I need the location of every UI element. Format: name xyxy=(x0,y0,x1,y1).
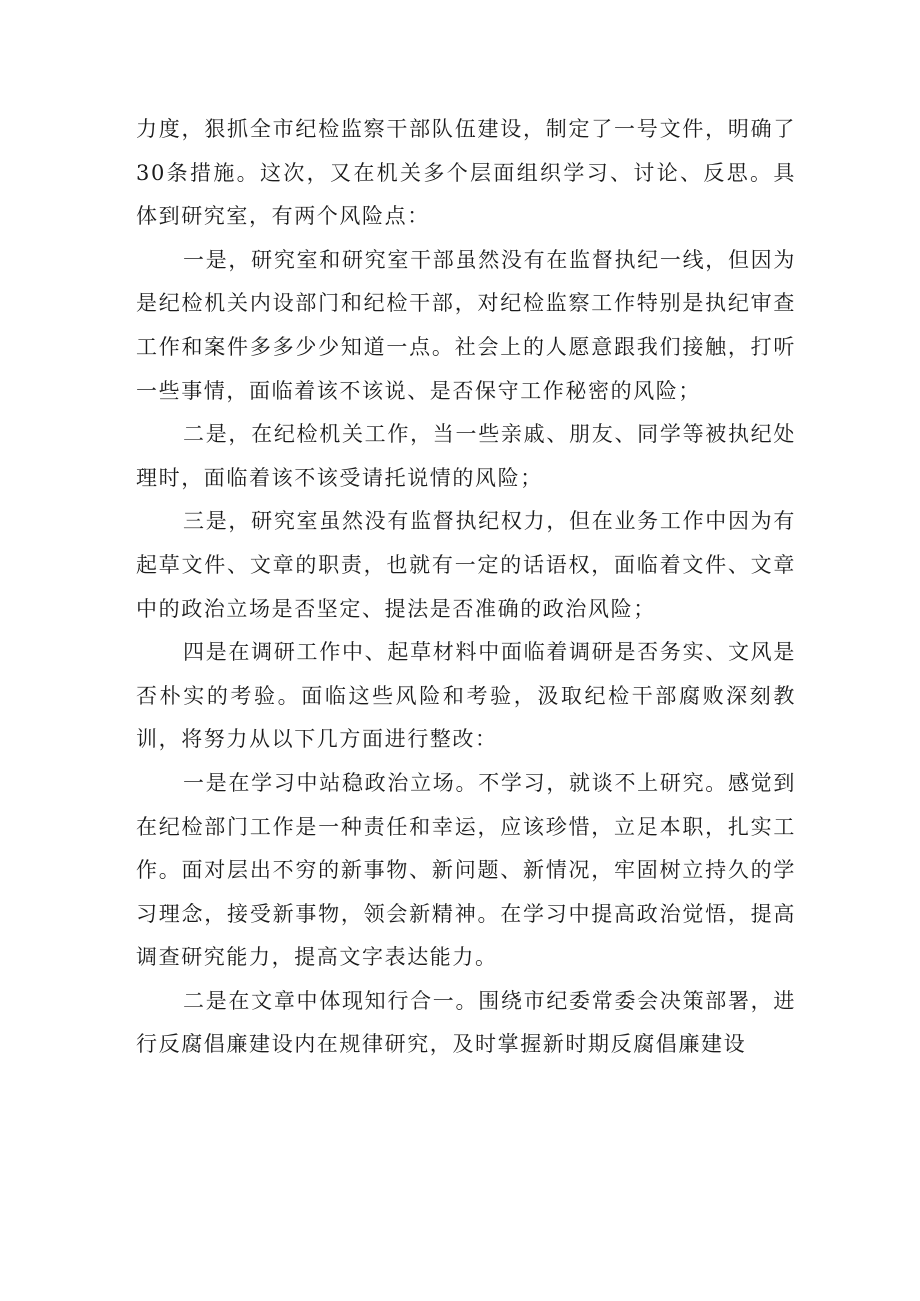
paragraph-risk-4: 四是在调研工作中、起草材料中面临着调研是否务实、文风是否朴实的考验。面临这些风险和考验，汲取纪检干部腐败深刻教训，将努力从以下几方面进行整改： xyxy=(136,640,796,752)
paragraph-risk-2: 二是，在纪检机关工作，当一些亲戚、朋友、同学等被执纪处理时，面临着该不该受请托说情的风险； xyxy=(136,422,796,490)
paragraph-risk-3: 三是，研究室虽然没有监督执纪权力，但在业务工作中因为有起草文件、文章的职责，也就有一定的话语权，面临着文件、文章中的政治立场是否坚定、提法是否准确的政治风险； xyxy=(136,509,796,621)
paragraph-continuation: 力度，狠抓全市纪检监察干部队伍建设，制定了一号文件，明确了30条措施。这次，又在机关多个层面组织学习、讨论、反思。具体到研究室，有两个风险点： xyxy=(136,117,796,229)
document-body xyxy=(136,108,796,1067)
paragraph-measure-2: 二是在文章中体现知行合一。围绕市纪委常委会决策部署，进行反腐倡廉建设内在规律研究，及时掌握新时期反腐倡廉建设 xyxy=(136,988,796,1057)
paragraph-measure-1: 一是在学习中站稳政治立场。不学习，就谈不上研究。感觉到在纪检部门工作是一种责任和幸运，应该珍惜，立足本职，扎实工作。面对层出不穷的新事物、新问题、新情况，牢固树立持久的学习理念，接受新事物，领会新精神。在学习中提高政治觉悟，提高调查研究能力，提高文字表达能力。 xyxy=(136,770,796,970)
paragraph-risk-1: 一是，研究室和研究室干部虽然没有在监督执纪一线，但因为是纪检机关内设部门和纪检干部，对纪检监察工作特别是执纪审查工作和案件多多少少知道一点。社会上的人愿意跟我们接触，打听一些事情，面临着该不该说、是否保守工作秘密的风险； xyxy=(136,247,796,403)
